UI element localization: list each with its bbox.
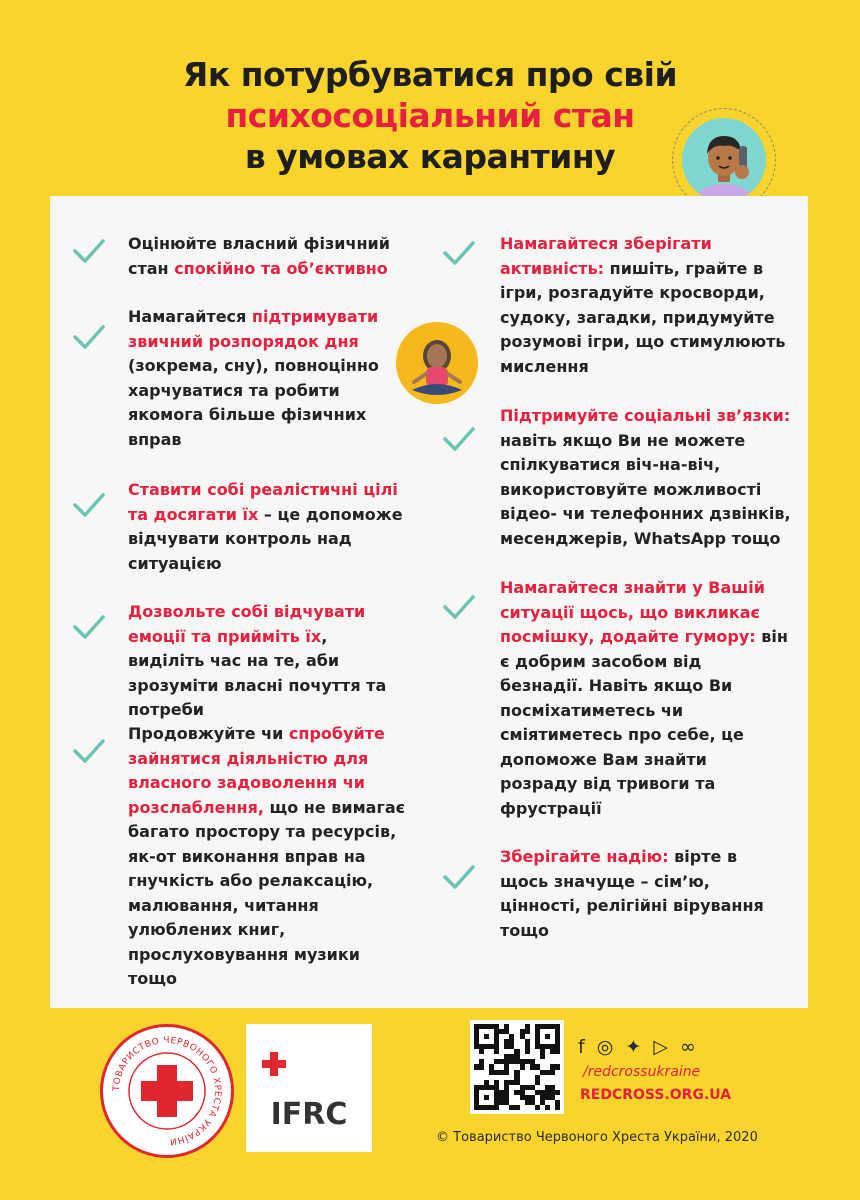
- title-line-2: психосоціальний стан: [225, 96, 635, 135]
- title-line-3: в умовах карантину: [244, 137, 616, 176]
- rc-logo-text: ТОВАРИСТВО ЧЕРВОНОГО ХРЕСТА УКРАЇНИ: [111, 1035, 223, 1147]
- phone-call-illustration-icon: [682, 118, 766, 202]
- instagram-icon[interactable]: ◎: [596, 1036, 617, 1058]
- tip-left-4: [128, 600, 408, 723]
- check-icon: [72, 612, 106, 642]
- body-text: що не вимагає багато простору та ресурсів, як-от виконання вправ на гнучкість або релаксацію, малювання, читання улюблених книг, прослуховування музики тощо: [128, 797, 406, 988]
- check-icon: [72, 736, 106, 766]
- tip-left-5: [128, 722, 410, 992]
- highlight-text: Намагайтеся зберігати активність:: [500, 234, 712, 278]
- check-icon: [72, 490, 106, 520]
- flickr-icon[interactable]: ∞: [680, 1036, 699, 1058]
- body-text: Оцінюйте власний фізичний стан: [128, 234, 390, 278]
- body-text: вірте в щось значуще – сім’ю, цінності, релігійні вірування тощо: [500, 847, 764, 940]
- body-text: – це допоможе відчувати контроль над ситуацією: [128, 504, 403, 573]
- qr-code[interactable]: [470, 1020, 564, 1114]
- tip-right-1: [500, 232, 790, 379]
- check-icon: [442, 592, 476, 622]
- title-line-1: Як потурбуватися про свій: [182, 55, 678, 94]
- highlight-text: Підтримуйте соціальні зв’язки:: [500, 406, 791, 425]
- meditation-illustration-icon: [396, 322, 478, 404]
- body-text: він є добрим засобом від безнадії. Навіть якщо Ви посміхатиметесь чи сміятиметесь про себе, це допоможе Вам знайти розраду від тривоги та фрустрації: [500, 627, 788, 818]
- tip-left-3: [128, 478, 410, 576]
- check-icon: [442, 424, 476, 454]
- tip-left-1: [128, 232, 408, 281]
- check-icon: [72, 236, 106, 266]
- highlight-text: Намагайтеся знайти у Вашій ситуації щось, що викликає посмішку, додайте гумору:: [500, 578, 765, 646]
- highlight-text: спробуйте зайнятися діяльністю для власного задоволення чи розслаблення,: [128, 724, 385, 817]
- red-cross-ukraine-logo: [100, 1024, 234, 1158]
- youtube-icon[interactable]: ▷: [653, 1036, 671, 1058]
- tip-right-3: [500, 576, 788, 821]
- ifrc-logo: [246, 1024, 372, 1152]
- highlight-text: підтримувати звичний розпорядок дня: [128, 307, 379, 351]
- check-icon: [72, 322, 106, 352]
- body-text: (зокрема, сну), повноцінно харчуватися та робити якомога більше фізичних вправ: [128, 356, 379, 449]
- body-text: , виділіть час на те, аби зрозуміти власні почуття та потреби: [128, 626, 387, 719]
- body-text: Намагайтеся: [128, 307, 252, 326]
- check-icon: [442, 238, 476, 268]
- highlight-text: Зберігайте надію:: [500, 847, 669, 866]
- tip-right-4: [500, 845, 790, 943]
- website-link[interactable]: REDCROSS.ORG.UA: [580, 1087, 732, 1103]
- social-handle[interactable]: /redcrossukraine: [583, 1064, 701, 1080]
- tip-left-2: [128, 305, 396, 452]
- highlight-text: Дозвольте собі відчувати емоції та прийміть їх: [128, 602, 366, 646]
- highlight-text: спокійно та об’єктивно: [174, 258, 388, 278]
- social-icons-row: [578, 1036, 699, 1058]
- twitter-icon[interactable]: ✦: [625, 1036, 645, 1058]
- copyright-text: © Товариство Червоного Хреста України, 2020: [436, 1130, 758, 1145]
- body-text: Продовжуйте чи: [128, 724, 289, 743]
- body-text: пишіть, грайте в ігри, розгадуйте кросворди, судоку, загадки, придумуйте розумові ігри, що стимулюють мислення: [500, 258, 786, 376]
- ifrc-label: IFRC: [270, 1097, 348, 1132]
- tip-right-2: [500, 404, 800, 551]
- body-text: навіть якщо Ви не можете спілкуватися віч-на-віч, використовуйте можливості відео- чи телефонних дзвінків, месенджерів, WhatsApp тощо: [500, 430, 791, 548]
- facebook-icon[interactable]: f: [578, 1036, 588, 1058]
- highlight-text: Ставити собі реалістичні цілі та досягати їх: [128, 480, 398, 524]
- check-icon: [442, 862, 476, 892]
